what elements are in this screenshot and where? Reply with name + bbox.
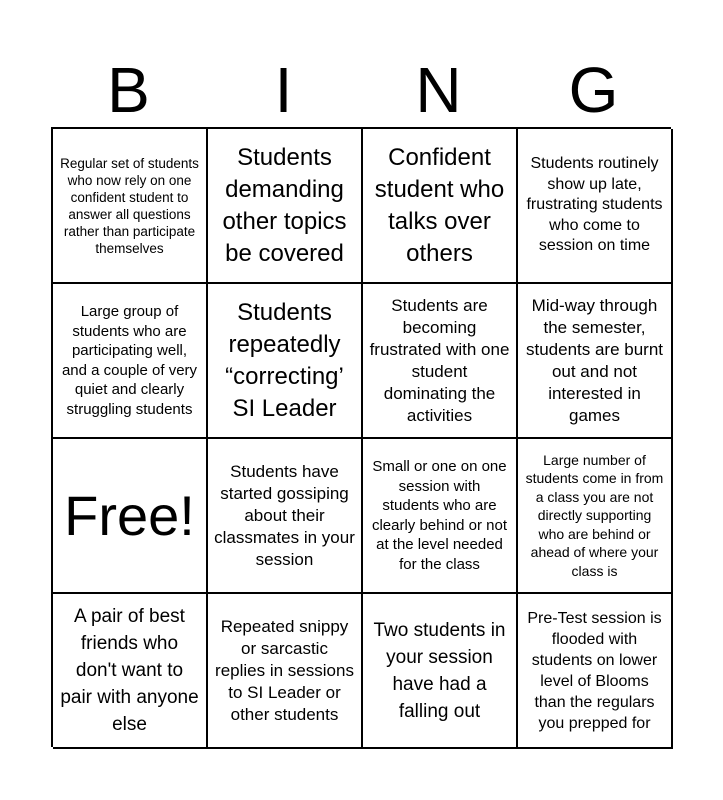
bingo-grid bbox=[51, 127, 671, 747]
cell-text: Pre-Test session is flooded with students on lower level of Blooms than the regulars you prepped for bbox=[527, 609, 662, 732]
header-letter-b: B bbox=[107, 54, 150, 126]
bingo-header bbox=[51, 52, 671, 128]
bingo-cell[interactable] bbox=[363, 439, 518, 594]
cell-text: Students repeatedly “correcting’ SI Leader bbox=[225, 298, 344, 422]
bingo-cell[interactable] bbox=[53, 284, 208, 439]
bingo-cell[interactable] bbox=[518, 594, 673, 749]
cell-text: Students are becoming frustrated with one student dominating the activities bbox=[369, 295, 510, 425]
cell-text: Students have started gossiping about their classmates in your session bbox=[214, 461, 355, 569]
cell-text: Two students in your session have had a falling out bbox=[373, 619, 506, 722]
bingo-cell[interactable] bbox=[208, 284, 363, 439]
bingo-cell[interactable] bbox=[363, 129, 518, 284]
header-letter-g: G bbox=[568, 54, 619, 126]
cell-text: Large number of students come in from a class you are not directly supporting who are behind or ahead of where your class is bbox=[525, 451, 664, 579]
bingo-cell[interactable] bbox=[363, 284, 518, 439]
bingo-cell[interactable] bbox=[53, 129, 208, 284]
cell-text: Students demanding other topics be covered bbox=[222, 143, 347, 267]
cell-text: Repeated snippy or sarcastic replies in sessions to SI Leader or other students bbox=[215, 616, 354, 724]
bingo-cell[interactable] bbox=[518, 284, 673, 439]
cell-text: Confident student who talks over others bbox=[374, 143, 505, 267]
cell-text: Students routinely show up late, frustrating students who come to session on time bbox=[526, 155, 663, 255]
bingo-cell[interactable] bbox=[208, 439, 363, 594]
free-space-label: Free! bbox=[64, 483, 195, 547]
bingo-cell[interactable] bbox=[518, 439, 673, 594]
bingo-cell[interactable] bbox=[208, 594, 363, 749]
bingo-cell-free[interactable] bbox=[53, 439, 208, 594]
cell-text: Large group of students who are participating well, and a couple of very quiet and clearly struggling students bbox=[61, 303, 198, 418]
header-letter-n: N bbox=[415, 54, 462, 126]
bingo-cell[interactable] bbox=[518, 129, 673, 284]
cell-text: Mid-way through the semester, students are burnt out and not interested in games bbox=[525, 295, 664, 425]
bingo-cell[interactable] bbox=[208, 129, 363, 284]
header-letter-i: I bbox=[274, 54, 293, 126]
cell-text: Regular set of students who now rely on one confident student to answer all questions rather than participate themselves bbox=[60, 155, 199, 256]
bingo-cell[interactable] bbox=[53, 594, 208, 749]
bingo-cell[interactable] bbox=[363, 594, 518, 749]
cell-text: A pair of best friends who don't want to pair with anyone else bbox=[60, 606, 199, 735]
cell-text: Small or one on one session with students who are clearly behind or not at the level needed for the class bbox=[371, 458, 508, 573]
